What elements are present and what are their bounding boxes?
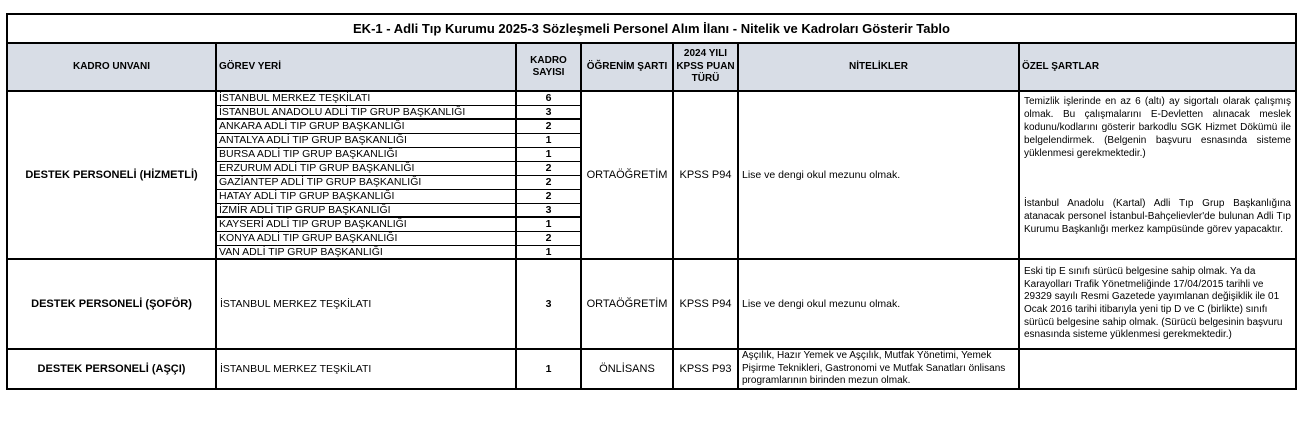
cell-ozel-sartlar [1019,259,1296,349]
cell-gorev-yeri: HATAY ADLİ TIP GRUP BAŞKANLIĞI [216,189,516,203]
cell-kpss-puan-turu: KPSS P93 [673,349,738,389]
cell-kadro-unvani: DESTEK PERSONELİ (ŞOFÖR) [7,259,216,349]
cell-kadro-sayisi: 1 [516,245,581,259]
table-row [7,91,1296,105]
cell-kadro-sayisi: 2 [516,161,581,175]
cell-kadro-sayisi: 1 [516,147,581,161]
cell-kpss-puan-turu: KPSS P94 [673,259,738,349]
cell-kadro-sayisi: 1 [516,133,581,147]
cell-gorev-yeri: İSTANBUL ANADOLU ADLİ TIP GRUP BAŞKANLIĞI [216,105,516,119]
cell-nitelikler: Aşçılık, Hazır Yemek ve Aşçılık, Mutfak Yönetimi, Yemek Pişirme Teknikleri, Gastronomi ve Mutfak Sanatları önlisans programlarının birinden mezun olmak. [738,349,1019,389]
cell-kadro-sayisi: 2 [516,189,581,203]
cell-gorev-yeri: VAN ADLİ TIP GRUP BAŞKANLIĞI [216,245,516,259]
cell-kadro-sayisi: 3 [516,259,581,349]
cell-nitelikler: Lise ve dengi okul mezunu olmak. [738,259,1019,349]
cell-kadro-unvani: DESTEK PERSONELİ (AŞÇI) [7,349,216,389]
cell-ogrenim-sarti: ORTAÖĞRETİM [581,91,673,259]
cell-kadro-sayisi: 3 [516,203,581,217]
table-row [7,349,1296,389]
cell-kadro-sayisi: 2 [516,119,581,133]
cell-gorev-yeri: GAZİANTEP ADLİ TIP GRUP BAŞKANLIĞI [216,175,516,189]
cell-gorev-yeri: İSTANBUL MERKEZ TEŞKİLATI [216,349,516,389]
cell-gorev-yeri: ANKARA ADLİ TIP GRUP BAŞKANLIĞI [216,119,516,133]
cell-gorev-yeri: İZMİR ADLİ TIP GRUP BAŞKANLIĞI [216,203,516,217]
cell-kadro-sayisi: 1 [516,349,581,389]
header-ogrenim-sarti: ÖĞRENİM ŞARTI [581,43,673,91]
cell-kadro-unvani: DESTEK PERSONELİ (HİZMETLİ) [7,91,216,259]
cell-gorev-yeri: ERZURUM ADLİ TIP GRUP BAŞKANLIĞI [216,161,516,175]
header-gorev-yeri: GÖREV YERİ [216,43,516,91]
cell-gorev-yeri: BURSA ADLİ TIP GRUP BAŞKANLIĞI [216,147,516,161]
ozel-sartlar-paragraph: İstanbul Anadolu (Kartal) Adli Tıp Grup Başkanlığına atanacak personel İstanbul-Bahçelievler'de bulunan Adli Tıp Kurumu Başkanlığı merkez kampüsünde görev yapacaktır. [1024,198,1291,235]
cell-gorev-yeri: ANTALYA ADLİ TIP GRUP BAŞKANLIĞI [216,133,516,147]
header-nitelikler: NİTELİKLER [738,43,1019,91]
cell-gorev-yeri: İSTANBUL MERKEZ TEŞKİLATI [216,91,516,105]
cell-kadro-sayisi: 2 [516,175,581,189]
title-row [7,14,1296,43]
cell-kadro-sayisi: 1 [516,217,581,231]
header-row [7,43,1296,91]
cell-nitelikler: Lise ve dengi okul mezunu olmak. [738,91,1019,259]
header-ozel-sartlar: ÖZEL ŞARTLAR [1019,43,1296,91]
header-kadro-unvani: KADRO UNVANI [7,43,216,91]
header-kadro-sayisi: KADRO SAYISI [516,43,581,91]
cell-ozel-sartlar [1019,349,1296,389]
cell-ogrenim-sarti: ÖNLİSANS [581,349,673,389]
ozel-sartlar-paragraph: Temizlik işlerinde en az 6 (altı) ay sigortalı olarak çalışmış olmak. Bu çalışmalarını E-Devletten alınacak meslek kodunu/kodlarını gösterir barkodlu SGK Hizmet Dökümü ile belgelendirmek. (Belgenin başvuru esnasında sisteme yüklenmesi gerekmektedir.) [1024,96,1291,159]
cell-kpss-puan-turu: KPSS P94 [673,91,738,259]
cell-kadro-sayisi: 3 [516,105,581,119]
ozel-sartlar-paragraph: Eski tip E sınıfı sürücü belgesine sahip olmak. Ya da Karayolları Trafik Yönetmeliğinde 17/04/2015 tarihli ve 29329 sayılı Resmi Gazetede yayımlanan değişiklik ile 01 Ocak 2016 tarihi itibarıyla yeni tip D ve C (birlikte) sınıfı sürücü belgesine sahip olmak. (Sürücü belgesinin başvuru esnasında sisteme yüklenmesi gerekmektedir.) [1024,266,1283,341]
cell-gorev-yeri: KONYA ADLİ TIP GRUP BAŞKANLIĞI [216,231,516,245]
recruitment-table [6,13,1297,390]
cell-ogrenim-sarti: ORTAÖĞRETİM [581,259,673,349]
cell-gorev-yeri: İSTANBUL MERKEZ TEŞKİLATI [216,259,516,349]
cell-kadro-sayisi: 6 [516,91,581,105]
cell-kadro-sayisi: 2 [516,231,581,245]
cell-ozel-sartlar [1019,91,1296,259]
cell-gorev-yeri: KAYSERİ ADLİ TIP GRUP BAŞKANLIĞI [216,217,516,231]
header-kpss-puan-turu: 2024 YILI KPSS PUAN TÜRÜ [673,43,738,91]
table-title: EK-1 - Adli Tıp Kurumu 2025-3 Sözleşmeli Personel Alım İlanı - Nitelik ve Kadroları Gösterir Tablo [7,14,1296,43]
table-row [7,259,1296,349]
